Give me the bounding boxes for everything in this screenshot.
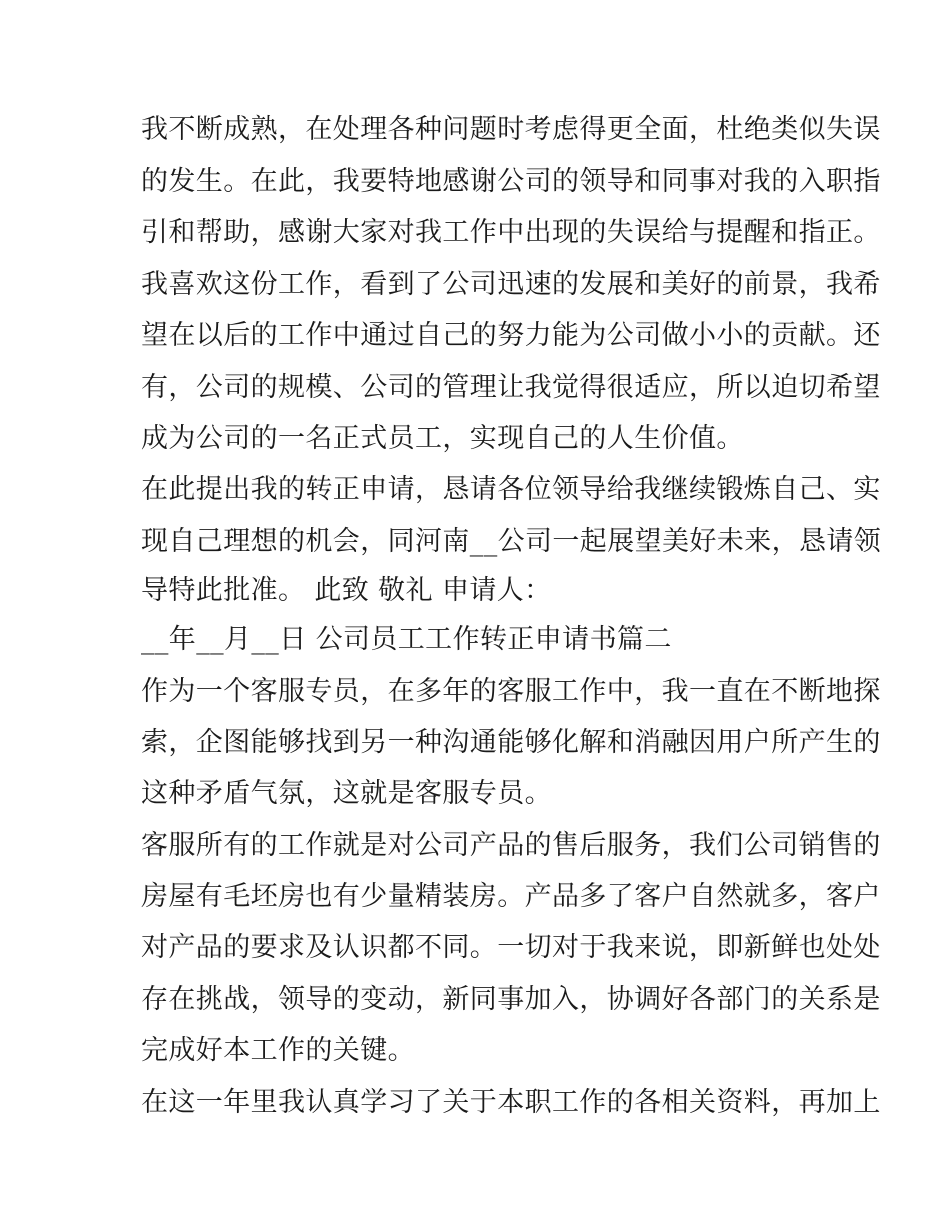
text-line: 在此提出我的转正申请，恳请各位领导给我继续锻炼自己、实 (141, 474, 881, 505)
text-line: 存在挑战，领导的变动，新同事加入，协调好各部门的关系是 (141, 984, 881, 1015)
text-line: 这种矛盾气氛，这就是客服专员。 (141, 778, 552, 809)
text-line: 望在以后的工作中通过自己的努力能为公司做小小的贡献。还 (141, 320, 881, 351)
text-line: 索，企图能够找到另一种沟通能够化解和消融因用户所产生的 (141, 727, 881, 758)
text-line: 现自己理想的机会，同河南__公司一起展望美好未来，恳请领 (141, 526, 882, 557)
text-line: 我不断成熟，在处理各种问题时考虑得更全面，杜绝类似失误 (141, 114, 881, 145)
text-line: 房屋有毛坯房也有少量精装房。产品多了客户自然就多，客户 (141, 881, 881, 912)
text-line: 成为公司的一名正式员工，实现自己的人生价值。 (141, 423, 744, 454)
text-line: 完成好本工作的关键。 (141, 1035, 415, 1066)
text-line: 在这一年里我认真学习了关于本职工作的各相关资料，再加上 (141, 1087, 881, 1118)
text-line: 客服所有的工作就是对公司产品的售后服务，我们公司销售的 (141, 830, 881, 861)
text-line: 作为一个客服专员，在多年的客服工作中，我一直在不断地探 (141, 676, 881, 707)
text-line: 引和帮助，感谢大家对我工作中出现的失误给与提醒和指正。 (141, 217, 881, 248)
text-line: 我喜欢这份工作，看到了公司迅速的发展和美好的前景，我希 (141, 269, 881, 300)
text-line: 导特此批准。 此致 敬礼 申请人： (141, 575, 552, 606)
text-line: 有，公司的规模、公司的管理让我觉得很适应，所以迫切希望 (141, 372, 881, 403)
text-line: __年__月__日 公司员工工作转正申请书篇二 (141, 624, 672, 655)
text-line: 对产品的要求及认识都不同。一切对于我来说，即新鲜也处处 (141, 932, 881, 963)
text-line: 的发生。在此，我要特地感谢公司的领导和同事对我的入职指 (141, 166, 881, 197)
